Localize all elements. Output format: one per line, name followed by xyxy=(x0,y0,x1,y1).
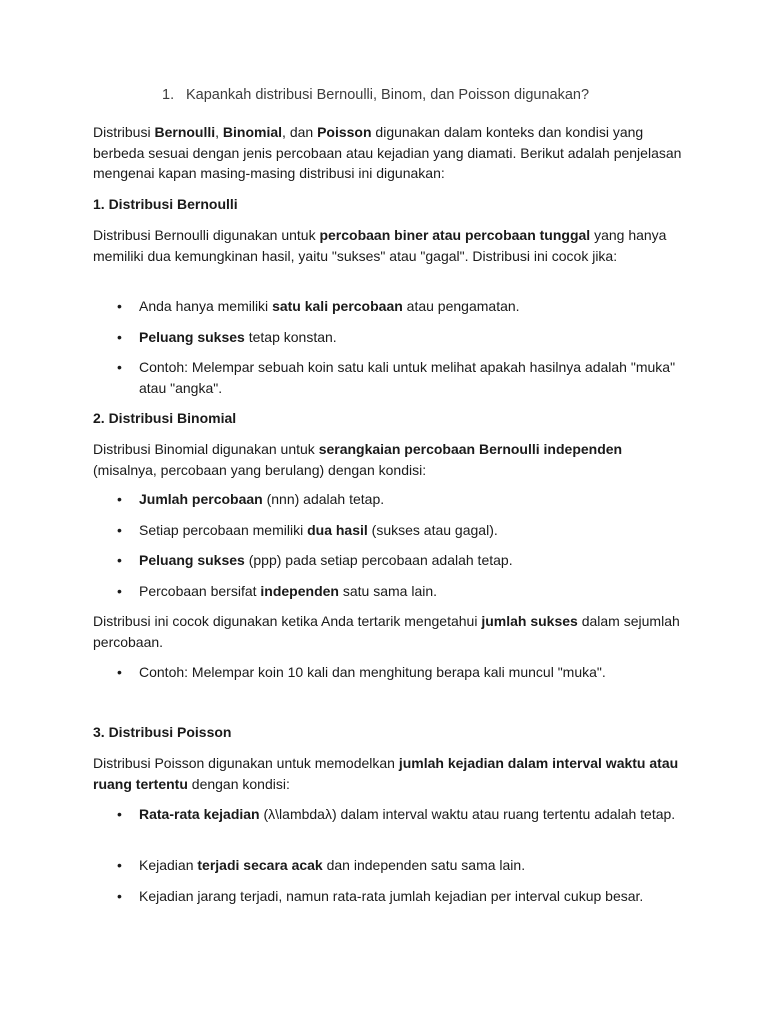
section-heading-bernoulli: 1. Distribusi Bernoulli xyxy=(93,196,238,212)
question-text: Kapankah distribusi Bernoulli, Binom, dan Poisson digunakan? xyxy=(186,87,590,103)
list-item: • Peluang sukses tetap konstan. xyxy=(93,327,683,348)
list-item: • Percobaan bersifat independen satu sama lain. xyxy=(93,581,683,602)
list-item: • Contoh: Melempar sebuah koin satu kali untuk melihat apakah hasilnya adalah "muka" atau "angka". xyxy=(117,359,676,396)
intro-paragraph: Distribusi Bernoulli, Binomial, dan Poisson digunakan dalam konteks dan kondisi yang berbeda sesuai dengan jenis percobaan atau kejadian yang diamati. Berikut adalah penjelasan mengenai kapan masing-masing distribusi ini digunakan: xyxy=(93,124,682,181)
section-heading-poisson: 3. Distribusi Poisson xyxy=(93,724,232,740)
bullet: • xyxy=(117,583,122,599)
list-item: • Contoh: Melempar koin 10 kali dan menghitung berapa kali muncul "muka". xyxy=(93,662,683,683)
bullet: • xyxy=(117,522,122,538)
bullet: • xyxy=(117,359,122,375)
list-item: • Kejadian terjadi secara acak dan independen satu sama lain. xyxy=(93,855,683,876)
binomial-paragraph-2: Distribusi ini cocok digunakan ketika Anda tertarik mengetahui jumlah sukses dalam sejumlah percobaan. xyxy=(93,613,680,650)
list-item: • Peluang sukses (ppp) pada setiap percobaan adalah tetap. xyxy=(93,550,683,571)
poisson-paragraph: Distribusi Poisson digunakan untuk memodelkan jumlah kejadian dalam interval waktu atau ruang tertentu dengan kondisi: xyxy=(93,755,679,792)
question-number: 1. xyxy=(162,87,175,103)
bullet: • xyxy=(117,888,122,904)
list-item: • Setiap percobaan memiliki dua hasil (sukses atau gagal). xyxy=(93,520,683,541)
section-heading-binomial: 2. Distribusi Binomial xyxy=(93,410,237,426)
bullet: • xyxy=(117,329,122,345)
bullet: • xyxy=(117,664,122,680)
question-heading xyxy=(162,87,589,103)
list-item: • Kejadian jarang terjadi, namun rata-rata jumlah kejadian per interval cukup besar. xyxy=(93,886,683,907)
list-item: • Rata-rata kejadian (λ\lambdaλ) dalam interval waktu atau ruang tertentu adalah tetap. xyxy=(93,804,683,825)
bullet: • xyxy=(117,491,122,507)
list-item: • Jumlah percobaan (nnn) adalah tetap. xyxy=(93,489,683,510)
bullet: • xyxy=(117,806,122,822)
binomial-paragraph: Distribusi Binomial digunakan untuk serangkaian percobaan Bernoulli independen (misalnya, percobaan yang berulang) dengan kondisi: xyxy=(93,441,623,478)
bullet: • xyxy=(117,552,122,568)
list-item: • Anda hanya memiliki satu kali percobaan atau pengamatan. xyxy=(93,296,683,317)
bullet: • xyxy=(117,857,122,873)
bernoulli-paragraph: Distribusi Bernoulli digunakan untuk percobaan biner atau percobaan tunggal yang hanya memiliki dua kemungkinan hasil, yaitu "sukses" atau "gagal". Distribusi ini cocok jika: xyxy=(93,227,667,264)
bullet: • xyxy=(117,298,122,314)
